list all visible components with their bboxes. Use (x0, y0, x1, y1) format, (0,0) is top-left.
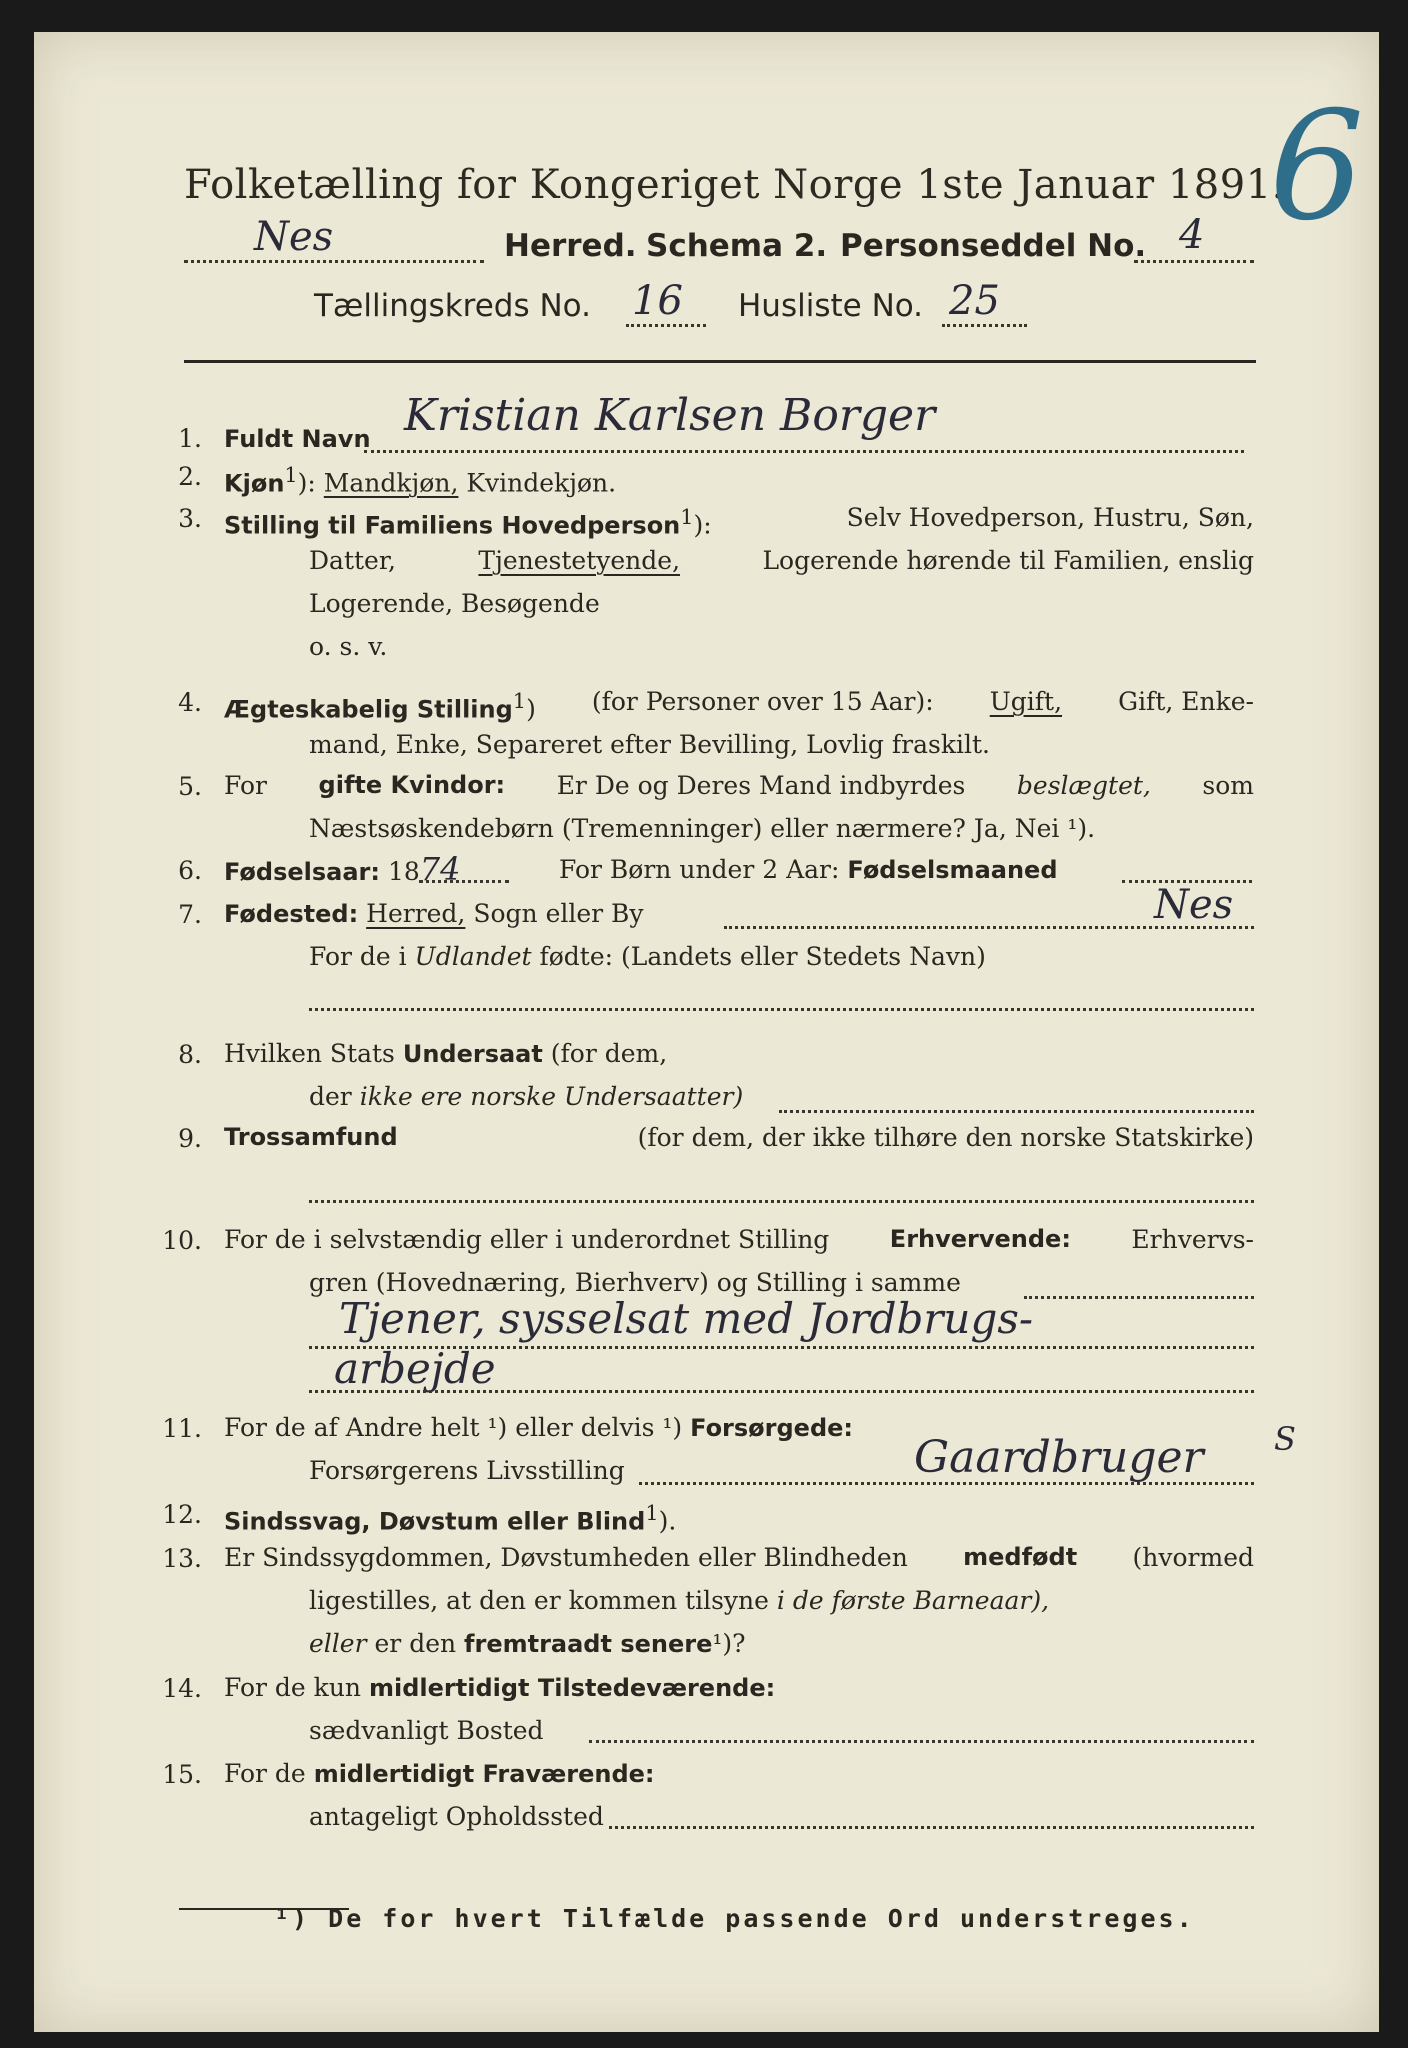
item-3-line1: Stilling til Familiens Hovedperson$^1$): Selv Hovedperson, Hustru, Søn, (224, 496, 1254, 547)
item-6-year-dotted-line (419, 880, 509, 883)
herred-value: Nes (254, 214, 334, 260)
item-7-foreign-dotted-line (309, 1008, 1254, 1011)
item-4-label: Ægteskabelig Stilling (224, 695, 513, 724)
item-11-intro: For de af Andre helt ¹) eller delvis ¹) (224, 1413, 683, 1442)
item-12-label: Sindssvag, Døvstum eller Blind (224, 1507, 646, 1536)
item-5-beslaegtet: beslægtet, (1016, 771, 1151, 800)
item-4-line2: mand, Enke, Separeret efter Bevilling, Lovlig fraskilt. (309, 730, 990, 759)
item-3-options-line2: Logerende hørende til Familien, enslig (762, 546, 1254, 575)
item-6-year-value: 74 (419, 850, 461, 888)
item-15-intro: For de (224, 1759, 306, 1788)
item-3-option-datter: Datter, (309, 546, 396, 575)
item-7-line2-rest: fødte: (Landets eller Stedets Navn) (539, 942, 986, 971)
item-15-line2: antageligt Opholdssted (309, 1802, 604, 1831)
item-11-provider-value: Gaardbruger (914, 1432, 1204, 1483)
item-7-birthplace-value: Nes (1154, 882, 1234, 928)
item-12-sup: 1 (645, 1501, 659, 1525)
item-8-number: 8. (178, 1040, 202, 1069)
husliste-label: Husliste No. (738, 288, 924, 324)
item-10-dotted-line-3 (309, 1390, 1254, 1393)
item-6-number: 6. (178, 856, 202, 885)
item-7-line2 (309, 935, 986, 978)
footnote: ¹) De for hvert Tilfælde passende Ord understreges. (274, 1904, 1195, 1933)
item-10-label: Erhvervende: (889, 1225, 1071, 1253)
item-1-full-name-value: Kristian Karlsen Borger (404, 390, 936, 441)
item-8-ikke-norske: ikke ere norske Undersaatter) (359, 1082, 744, 1111)
item-3-number: 3. (178, 504, 202, 533)
item-8-for-dem: (for dem, (550, 1039, 668, 1068)
item-6-row-b (559, 848, 1058, 892)
item-14-dotted-line (589, 1740, 1254, 1743)
taellingskreds-value: 16 (632, 278, 683, 324)
item-13-eller: eller (309, 1629, 367, 1658)
item-6-birth-month-label: Fødselsmaaned (847, 856, 1058, 884)
personseddel-dotted-line (1134, 260, 1254, 263)
personseddel-value: 4 (1179, 212, 1205, 258)
item-7-option-herred: Herred, (366, 899, 466, 928)
item-3-line2 (309, 539, 1254, 582)
item-7-udlandet: Udlandet (414, 942, 532, 971)
item-13-line1 (224, 1536, 1254, 1579)
item-10-intro: For de i selvstændig eller i underordnet Stilling (224, 1225, 830, 1254)
item-8-line2 (309, 1075, 743, 1118)
item-13-intro: Er Sindssygdommen, Døvstumheden eller Blindheden (224, 1543, 908, 1572)
item-14-label: midlertidigt Tilstedeværende: (368, 1674, 776, 1702)
item-7-options: Sogn eller By (473, 899, 644, 928)
item-6-label: Fødselsaar: (224, 858, 380, 886)
header-rule (184, 360, 1256, 363)
schema-label: Schema 2. (646, 228, 828, 264)
item-7-label: Fødested: (224, 900, 359, 928)
item-11-label: Forsørgede: (690, 1414, 854, 1442)
personseddel-label: Personseddel No. (840, 228, 1147, 264)
item-3-line3: Logerende, Besøgende (309, 589, 600, 618)
item-2-row: Kjøn$^1$): Mandkjøn, Kvindekjøn. (224, 463, 617, 498)
item-11-number: 11. (162, 1414, 202, 1443)
item-1-number: 1. (178, 424, 202, 453)
item-4-options-line1: Gift, Enke- (1118, 687, 1254, 716)
item-2-label: Kjøn (224, 469, 285, 498)
item-13-line3 (309, 1622, 746, 1666)
item-2-number: 2. (178, 462, 202, 491)
item-13-barneaar: i de første Barneaar), (776, 1586, 1050, 1615)
item-6-year-prefix: 18 (387, 857, 420, 886)
item-8-dotted-line (779, 1110, 1254, 1113)
item-2-sup: 1 (284, 463, 298, 487)
item-3-options-line1: Selv Hovedperson, Hustru, Søn, (846, 503, 1254, 532)
item-14-line1 (224, 1666, 775, 1710)
item-5-question: Er De og Deres Mand indbyrdes (556, 771, 966, 800)
item-8-label: Undersaat (402, 1040, 543, 1068)
item-10-occupation-hand-line2: arbejde (334, 1344, 496, 1393)
item-11-line1 (224, 1406, 853, 1450)
item-2-option-mandkjon: Mandkjøn, (323, 468, 459, 498)
item-13-er-den: er den (374, 1629, 457, 1658)
item-12-number: 12. (162, 1500, 202, 1529)
item-1-dotted-line (364, 450, 1244, 453)
item-13-hvormed: (hvormed (1132, 1543, 1254, 1572)
item-12-tail: ). (658, 1506, 677, 1536)
item-10-erhvervs: Erhvervs- (1131, 1225, 1254, 1254)
sheet-number-handwritten: 6 (1269, 80, 1365, 254)
item-4-option-ugift: Ugift, (989, 687, 1063, 716)
item-10-number: 10. (162, 1226, 202, 1255)
item-9-label: Trossamfund (224, 1123, 398, 1151)
item-9-line1 (224, 1116, 1254, 1159)
item-14-number: 14. (162, 1674, 202, 1703)
item-9-number: 9. (178, 1124, 202, 1153)
item-6-children-note: For Børn under 2 Aar: (559, 855, 840, 884)
item-13-ligestilles: ligestilles, at den er kommen tilsyne (309, 1586, 769, 1615)
item-9-dotted-line (309, 1200, 1254, 1203)
item-5-line1 (224, 764, 1254, 807)
item-13-number: 13. (162, 1544, 202, 1573)
item-8-der: der (309, 1082, 352, 1111)
item-10-line1 (224, 1218, 1254, 1261)
census-form-page (34, 32, 1379, 2032)
item-11-handwritten-mark: S (1274, 1420, 1296, 1458)
item-5-number: 5. (178, 772, 202, 801)
item-15-number: 15. (162, 1760, 202, 1789)
item-14-line2: sædvanligt Bosted (309, 1716, 544, 1745)
form-title: Folketælling for Kongeriget Norge 1ste Januar 1891. (184, 162, 1285, 208)
item-10-dotted-line-1 (1024, 1296, 1254, 1299)
item-8-line1 (224, 1032, 667, 1076)
item-1-label: Fuldt Navn (224, 425, 371, 453)
item-4-number: 4. (178, 688, 202, 717)
taellingskreds-dotted-line (626, 324, 706, 327)
husliste-value: 25 (949, 278, 1000, 324)
item-4-sup: 1 (512, 689, 527, 713)
item-13-tail: ¹)? (712, 1629, 746, 1658)
item-3-sup: 1 (680, 505, 694, 529)
item-2-option-kvindekjon: Kvindekjøn. (466, 468, 617, 498)
herred-label: Herred. (504, 228, 637, 264)
item-5-som: som (1202, 771, 1254, 800)
item-14-intro: For de kun (224, 1673, 362, 1702)
item-4-line1: Ægteskabelig Stilling$^1$) (for Personer over 15 Aar): Ugift, Gift, Enke- (224, 680, 1254, 731)
item-15-label: midlertidigt Fraværende: (313, 1760, 655, 1788)
item-7-row (224, 892, 644, 936)
item-5-line2: Næstsøskendebørn (Tremenninger) eller nærmere? Ja, Nei ¹). (309, 814, 1096, 843)
herred-dotted-line (184, 260, 484, 263)
item-10-occupation-hand-line1: Tjener, sysselsat med Jordbrugs- (339, 1294, 1034, 1343)
item-6-row (224, 848, 460, 894)
taellingskreds-label: Tællingskreds No. (314, 288, 591, 324)
item-10-line2: gren (Hovednæring, Bierhverv) og Stilling i samme (309, 1268, 961, 1297)
item-3-label: Stilling til Familiens Hovedperson (224, 511, 681, 540)
item-13-line2 (309, 1579, 1049, 1622)
item-15-dotted-line (609, 1826, 1254, 1829)
item-5-label: gifte Kvindor: (318, 771, 506, 799)
husliste-dotted-line (942, 324, 1027, 327)
item-13-fremtraadt: fremtraadt senere (464, 1630, 713, 1658)
item-15-line1 (224, 1752, 655, 1796)
item-8-hvilken-stats: Hvilken Stats (224, 1039, 395, 1068)
item-5-for: For (224, 771, 267, 800)
item-4-age-note: (for Personer over 15 Aar): (591, 687, 934, 716)
item-3-option-tjenestetyende: Tjenestetyende, (478, 546, 681, 575)
item-3-line4: o. s. v. (309, 632, 388, 661)
item-7-number: 7. (178, 900, 202, 929)
item-11-line2: Forsørgerens Livsstilling (309, 1456, 625, 1485)
item-13-label: medfødt (963, 1543, 1078, 1571)
item-7-for-de-i: For de i (309, 942, 407, 971)
item-9-note: (for dem, der ikke tilhøre den norske Statskirke) (637, 1123, 1254, 1152)
